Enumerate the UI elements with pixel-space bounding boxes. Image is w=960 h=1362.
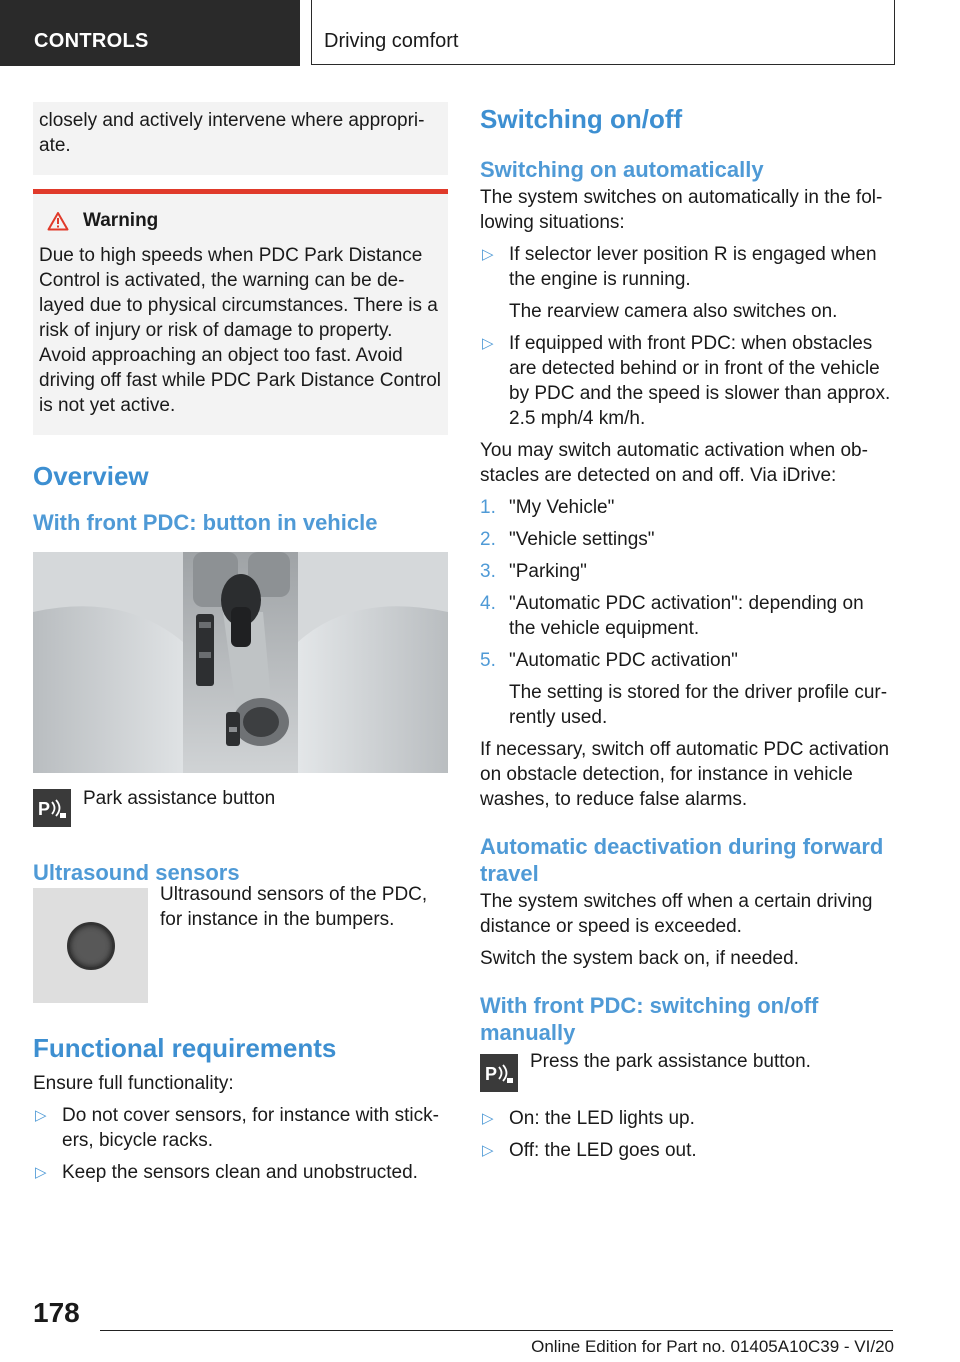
chapter-title: Driving comfort — [324, 30, 459, 52]
page-header — [0, 0, 960, 66]
auto-on-para: You may switch automatic activation when ob-stacles are detected on and off. Via iDrive: — [480, 440, 868, 486]
front-pdc-heading: With front PDC: button in vehicle — [33, 510, 378, 535]
requirements-heading: Functional requirements — [33, 1033, 337, 1063]
auto-off-text1: The system switches off when a certain driving distance or speed is exceeded. — [480, 891, 873, 937]
manual-caption: Press the park assistance button. — [530, 1051, 811, 1072]
park-assistance-icon — [480, 1054, 518, 1092]
auto-on-list — [480, 242, 892, 431]
step-item: 4. "Automatic PDC activation": depending on the vehicle equipment. — [480, 593, 864, 639]
sensor-row — [33, 884, 448, 1003]
auto-on-closing: If necessary, switch off automatic PDC activation on obstacle detection, for instance in vehicle washes, to reduce false alarms. — [480, 739, 890, 810]
park-assist-caption: Park assistance button — [83, 788, 276, 809]
bullet-triangle-icon: ▷ — [482, 1110, 494, 1127]
sensor-image — [33, 888, 148, 1003]
auto-off-heading: Automatic deactivation during forward travel — [480, 834, 884, 886]
svg-text:P: P — [38, 799, 51, 819]
center-console-photo — [33, 552, 448, 773]
bullet-triangle-icon: ▷ — [482, 1142, 494, 1159]
bullet-triangle-icon: ▷ — [35, 1164, 47, 1181]
footer-rule — [100, 1330, 893, 1331]
step-item: 3. "Parking" — [480, 561, 587, 582]
center-console-illustration — [33, 552, 448, 773]
idrive-steps — [480, 495, 892, 730]
requirements-list — [33, 1103, 448, 1185]
bullet-triangle-icon: ▷ — [482, 246, 494, 263]
list-item: ▷ If selector lever position R is engaged when the engine is running. The rearview camera also switches on. — [480, 242, 892, 324]
step-item: 2. "Vehicle settings" — [480, 529, 655, 550]
overview-heading: Overview — [33, 461, 149, 491]
auto-off-text2: Switch the system back on, if needed. — [480, 948, 799, 969]
section-tab — [0, 0, 300, 66]
right-column — [480, 100, 892, 1170]
park-assist-caption-row — [33, 789, 448, 827]
sensor-caption: Ultrasound sensors of the PDC, for instance in the bumpers. — [160, 884, 428, 930]
auto-on-heading: Switching on automatically — [480, 157, 764, 182]
left-column — [33, 100, 448, 1192]
warning-title: Warning — [83, 210, 159, 231]
section-title: CONTROLS — [34, 30, 149, 52]
note-text: closely and actively intervene where appropri-ate. — [39, 110, 425, 156]
note-box-continuation — [33, 102, 448, 175]
switching-heading: Switching on/off — [480, 104, 683, 134]
list-item: ▷ Off: the LED goes out. — [482, 1140, 697, 1161]
step-item: 5. "Automatic PDC activation" The setting is stored for the driver profile cur-rently used. — [480, 648, 892, 730]
list-item: ▷ Do not cover sensors, for instance with stick-ers, bicycle racks. — [35, 1105, 439, 1151]
chapter-tab — [311, 0, 895, 65]
list-item: ▷ If equipped with front PDC: when obstacles are detected behind or in front of the vehicle by PDC and the speed is slower than approx. 2.5 mph/4 km/h. — [482, 333, 891, 429]
requirements-intro: Ensure full functionality: — [33, 1073, 234, 1094]
ultrasound-heading: Ultrasound sensors — [33, 860, 240, 885]
list-item: ▷ Keep the sensors clean and unobstructed. — [35, 1162, 418, 1183]
ultrasound-sensor-icon — [67, 922, 115, 970]
warning-triangle-icon — [47, 211, 69, 231]
bullet-triangle-icon: ▷ — [482, 335, 494, 352]
warning-box — [33, 189, 448, 435]
edition-note: Online Edition for Part no. 01405A10C39 - VI/20 — [531, 1337, 894, 1356]
manual-heading: With front PDC: switching on/off manually — [480, 993, 819, 1045]
bullet-triangle-icon: ▷ — [35, 1107, 47, 1124]
warning-heading — [47, 208, 442, 233]
page-number: 178 — [33, 1297, 80, 1328]
manual-caption-row — [480, 1051, 892, 1092]
step-note: The setting is stored for the driver profile cur-rently used. — [509, 682, 888, 728]
manual-list — [480, 1106, 892, 1163]
step-item: 1. "My Vehicle" — [480, 497, 615, 518]
auto-on-intro: The system switches on automatically in the fol-lowing situations: — [480, 187, 883, 233]
item-note: The rearview camera also switches on. — [509, 301, 838, 322]
list-item: ▷ On: the LED lights up. — [482, 1108, 695, 1129]
svg-text:P: P — [485, 1064, 498, 1084]
park-assistance-icon — [33, 789, 71, 827]
warning-text: Due to high speeds when PDC Park Distance Control is activated, the warning can be de-layed due to physical circumstances. There is a risk of injury or risk of damage to property. Avoid approaching an object too fast. Avoid driving off fast while PDC Park Distance Control is not yet active. — [39, 245, 441, 416]
